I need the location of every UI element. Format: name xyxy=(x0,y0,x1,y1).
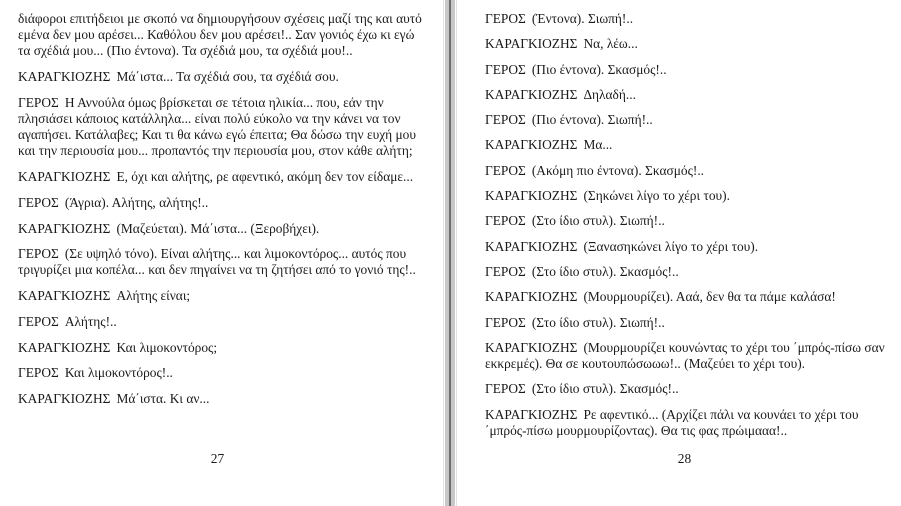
dialogue-text: Και λιμοκοντόρος; xyxy=(116,339,218,355)
paragraph xyxy=(485,87,885,103)
dialogue-text: (Στο ίδιο στυλ). Σκασμός!.. xyxy=(531,381,679,397)
dialogue-text: (Ξανασηκώνει λίγο το χέρι του). xyxy=(583,238,759,254)
paragraph xyxy=(18,69,426,85)
speaker-name: ΓΕΡΟΣ xyxy=(485,162,526,178)
speaker-name: ΓΕΡΟΣ xyxy=(18,194,59,210)
dialogue-text: (Πιο έντονα). Σκασμός!.. xyxy=(531,61,667,77)
page-28 xyxy=(457,0,901,506)
paragraph xyxy=(18,314,426,330)
dialogue-text: (Στο ίδιο στυλ). Σιωπή!.. xyxy=(531,213,665,229)
speaker-name: ΓΕΡΟΣ xyxy=(485,314,526,330)
paragraph xyxy=(18,195,426,211)
dialogue-text: Αλήτης είναι; xyxy=(116,288,191,304)
dialogue-text: Η Αννούλα όμως βρίσκεται σε τέτοια ηλικία... που, εάν την πλησιάσει κάποιος κατάλληλα... είναι πολύ εύκολο να την κάνει να τον αγαπήσει. Κατάλαβες; Και τι θα κάνω εγώ έπειτα; Θα δώσω την ευχή μου και την περιουσία μου... προπαντός την περιουσία μου, στον κάθε αλήτη; xyxy=(18,94,417,159)
speaker-name: ΓΕΡΟΣ xyxy=(485,112,526,128)
paragraph xyxy=(485,36,885,52)
speaker-name: ΓΕΡΟΣ xyxy=(18,313,59,329)
page-27 xyxy=(0,0,443,506)
paragraph xyxy=(485,11,885,27)
speaker-name: ΓΕΡΟΣ xyxy=(485,61,526,77)
paragraph xyxy=(18,221,426,237)
dialogue-text: Αλήτης!.. xyxy=(64,313,117,329)
speaker-name: ΓΕΡΟΣ xyxy=(485,11,526,26)
paragraph xyxy=(18,169,426,185)
paragraph xyxy=(485,381,885,397)
paragraph xyxy=(18,340,426,356)
dialogue-text: Να, λέω... xyxy=(583,36,638,52)
paragraph xyxy=(18,246,426,278)
speaker-name: ΚΑΡΑΓΚΙΟΖΗΣ xyxy=(485,86,578,102)
page-27-content xyxy=(18,11,426,417)
dialogue-text: (Στο ίδιο στυλ). Σιωπή!.. xyxy=(531,314,665,330)
page-divider xyxy=(443,0,457,506)
speaker-name: ΚΑΡΑΓΚΙΟΖΗΣ xyxy=(18,339,111,355)
speaker-name: ΚΑΡΑΓΚΙΟΖΗΣ xyxy=(18,220,111,236)
dialogue-text: Ε, όχι και αλήτης, ρε αφεντικό, ακόμη δεν τον είδαμε... xyxy=(116,169,414,185)
dialogue-text: Μά΄ιστα. Κι αν... xyxy=(116,390,210,406)
dialogue-text: (Πιο έντονα). Σιωπή!.. xyxy=(531,112,653,128)
dialogue-text: (Ακόμη πιο έντονα). Σκασμός!.. xyxy=(531,162,705,178)
paragraph xyxy=(485,315,885,331)
dialogue-text: (Άγρια). Αλήτης, αλήτης!.. xyxy=(64,194,209,210)
speaker-name: ΚΑΡΑΓΚΙΟΖΗΣ xyxy=(485,339,578,355)
paragraph xyxy=(18,95,426,160)
dialogue-text: (Σε υψηλό τόνο). Είναι αλήτης... και λιμοκοντόρος... αυτός που τριγυρίζει μια κοπέλα... και δεν πηγαίνει να τη ζητήσει από το γονιό της!.. xyxy=(18,246,416,278)
dialogue-text: (Έντονα). Σιωπή!.. xyxy=(531,11,634,26)
speaker-name: ΓΕΡΟΣ xyxy=(18,246,59,262)
paragraph xyxy=(485,340,885,372)
speaker-name: ΚΑΡΑΓΚΙΟΖΗΣ xyxy=(18,390,111,406)
dialogue-text: διάφοροι επιτήδειοι με σκοπό να δημιουργήσουν σχέσεις μαζί της και αυτό εμένα δεν μου αρέσει... Καθόλου δεν μου αρέσει!.. Σαν γονιός έχω κι εγώ τα σχέδιά μου... (Πιο έντονα). Τα σχέδιά μου, τα σχέδιά μου!.. xyxy=(18,11,422,59)
dialogue-text: Μα... xyxy=(583,137,613,153)
paragraph xyxy=(18,11,426,60)
dialogue-text: (Μαζεύεται). Μά΄ιστα... (Ξεροβήχει). xyxy=(116,220,320,236)
paragraph xyxy=(18,391,426,407)
speaker-name: ΚΑΡΑΓΚΙΟΖΗΣ xyxy=(485,188,578,204)
speaker-name: ΓΕΡΟΣ xyxy=(485,263,526,279)
dialogue-text: Δηλαδή... xyxy=(583,86,636,102)
paragraph xyxy=(485,62,885,78)
paragraph xyxy=(485,188,885,204)
page-number: 28 xyxy=(677,451,692,466)
dialogue-text: Και λιμοκοντόρος!.. xyxy=(64,365,173,381)
divider-edge xyxy=(443,0,444,506)
paragraph xyxy=(485,163,885,179)
speaker-name: ΓΕΡΟΣ xyxy=(485,213,526,229)
speaker-name: ΚΑΡΑΓΚΙΟΖΗΣ xyxy=(485,406,578,422)
dialogue-text: (Στο ίδιο στυλ). Σκασμός!.. xyxy=(531,263,679,279)
paragraph xyxy=(18,288,426,304)
speaker-name: ΓΕΡΟΣ xyxy=(18,365,59,381)
paragraph xyxy=(485,264,885,280)
paragraph xyxy=(485,239,885,255)
speaker-name: ΚΑΡΑΓΚΙΟΖΗΣ xyxy=(485,36,578,52)
speaker-name: ΚΑΡΑΓΚΙΟΖΗΣ xyxy=(485,137,578,153)
speaker-name: ΚΑΡΑΓΚΙΟΖΗΣ xyxy=(485,238,578,254)
divider-line xyxy=(449,0,451,506)
paragraph xyxy=(485,213,885,229)
paragraph xyxy=(18,365,426,381)
page-number: 27 xyxy=(210,451,225,466)
dialogue-text: (Μουρμουρίζει). Ααά, δεν θα τα πάμε καλάσα! xyxy=(583,289,836,305)
speaker-name: ΓΕΡΟΣ xyxy=(485,381,526,397)
paragraph xyxy=(485,289,885,305)
dialogue-text: (Σηκώνει λίγο το χέρι του). xyxy=(583,188,730,204)
paragraph xyxy=(485,112,885,128)
dialogue-text: Ρε αφεντικό... (Αρχίζει πάλι να κουνάει το χέρι του ΄μπρός-πίσω μουρμουρίζοντας). Θα τις φας πρώιμααα!.. xyxy=(485,406,859,438)
speaker-name: ΚΑΡΑΓΚΙΟΖΗΣ xyxy=(485,289,578,305)
dialogue-text: Μά΄ιστα... Τα σχέδιά σου, τα σχέδιά σου. xyxy=(116,69,339,85)
speaker-name: ΓΕΡΟΣ xyxy=(18,94,59,110)
page-28-content xyxy=(485,11,885,448)
speaker-name: ΚΑΡΑΓΚΙΟΖΗΣ xyxy=(18,69,111,85)
dialogue-text: (Μουρμουρίζει κουνώντας το χέρι του ΄μπρός-πίσω σαν εκκρεμές). Θα σε κουτουπώσωωω!.. (Μαζεύει το χέρι του). xyxy=(485,339,885,372)
speaker-name: ΚΑΡΑΓΚΙΟΖΗΣ xyxy=(18,288,111,304)
paragraph xyxy=(485,137,885,153)
paragraph xyxy=(485,407,885,439)
speaker-name: ΚΑΡΑΓΚΙΟΖΗΣ xyxy=(18,169,111,185)
